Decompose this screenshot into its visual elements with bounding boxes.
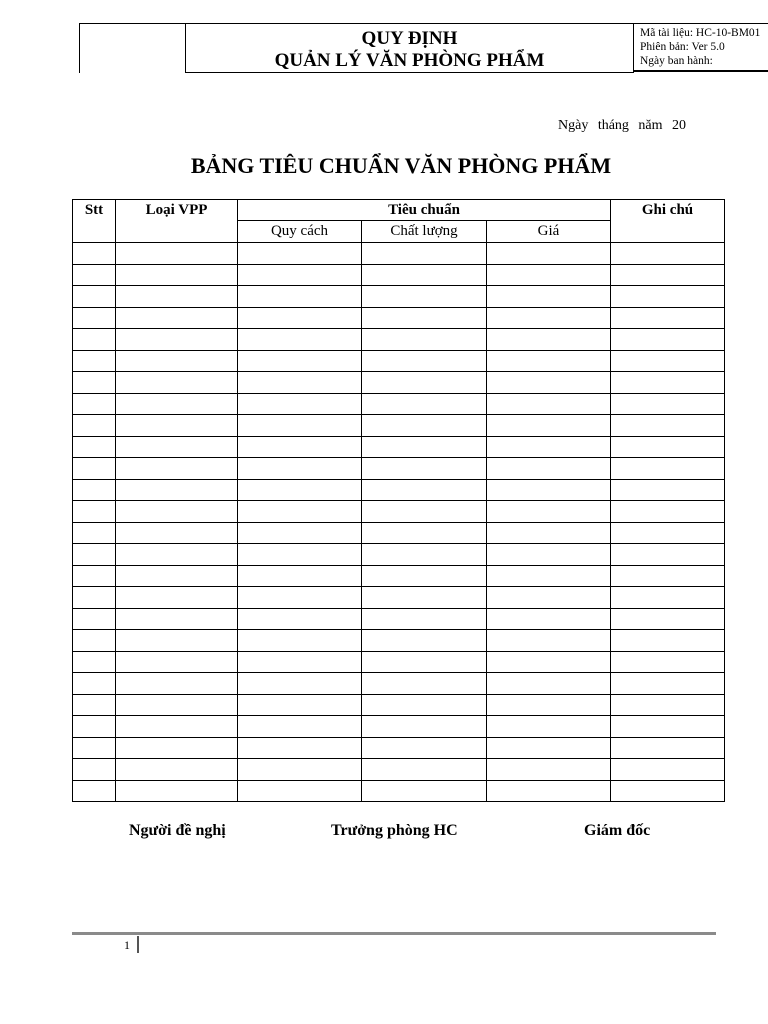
signer-hc-head: Trưởng phòng HC: [331, 822, 458, 839]
table-row: [73, 393, 725, 415]
table-cell: [73, 264, 116, 286]
table-cell: [487, 458, 611, 480]
table-row: [73, 716, 725, 738]
table-cell: [73, 243, 116, 265]
table-cell: [487, 759, 611, 781]
table-cell: [362, 393, 487, 415]
table-cell: [611, 587, 725, 609]
table-cell: [487, 673, 611, 695]
table-cell: [362, 329, 487, 351]
col-header-type: Loại VPP: [116, 200, 238, 243]
table-cell: [238, 479, 362, 501]
table-cell: [73, 286, 116, 308]
table-cell: [238, 716, 362, 738]
table-cell: [611, 264, 725, 286]
table-cell: [487, 501, 611, 523]
doc-code: Mã tài liệu: HC-10-BM01: [640, 27, 761, 39]
table-cell: [611, 393, 725, 415]
table-cell: [73, 522, 116, 544]
page-title: BẢNG TIÊU CHUẨN VĂN PHÒNG PHẨM: [190, 153, 612, 178]
header-title-cell: [185, 23, 634, 73]
table-cell: [238, 630, 362, 652]
table-cell: [238, 759, 362, 781]
table-cell: [116, 329, 238, 351]
table-cell: [487, 608, 611, 630]
table-cell: [611, 673, 725, 695]
table-cell: [362, 544, 487, 566]
table-row: [73, 415, 725, 437]
table-cell: [487, 479, 611, 501]
table-cell: [611, 350, 725, 372]
table-cell: [487, 651, 611, 673]
table-cell: [487, 694, 611, 716]
table-cell: [73, 350, 116, 372]
table-cell: [362, 436, 487, 458]
table-cell: [611, 630, 725, 652]
table-cell: [362, 307, 487, 329]
table-cell: [487, 415, 611, 437]
table-cell: [73, 329, 116, 351]
table-cell: [238, 264, 362, 286]
header-info-cell: [633, 23, 768, 72]
table-cell: [238, 501, 362, 523]
table-row: [73, 759, 725, 781]
table-cell: [73, 565, 116, 587]
col-header-stt: Stt: [73, 200, 116, 243]
table-cell: [238, 694, 362, 716]
table-row: [73, 780, 725, 802]
table-row: [73, 737, 725, 759]
doc-version: Phiên bản: Ver 5.0: [640, 41, 725, 53]
header-title-line1: QUY ĐỊNH: [361, 28, 458, 49]
table-cell: [116, 608, 238, 630]
page-number-bar: [137, 936, 139, 953]
table-row: [73, 286, 725, 308]
table-cell: [362, 350, 487, 372]
table-cell: [611, 372, 725, 394]
table-cell: [73, 759, 116, 781]
table-cell: [116, 264, 238, 286]
table-cell: [73, 307, 116, 329]
table-row: [73, 608, 725, 630]
table-cell: [238, 565, 362, 587]
table-cell: [116, 458, 238, 480]
table-cell: [362, 479, 487, 501]
signer-director: Giám đốc: [584, 822, 651, 839]
table-cell: [73, 608, 116, 630]
table-cell: [362, 759, 487, 781]
table-cell: [362, 780, 487, 802]
table-cell: [362, 415, 487, 437]
table-cell: [116, 737, 238, 759]
table-row: [73, 458, 725, 480]
table-cell: [238, 329, 362, 351]
table-cell: [611, 501, 725, 523]
table-cell: [73, 544, 116, 566]
table-cell: [487, 436, 611, 458]
table-cell: [73, 501, 116, 523]
col-header-note: Ghi chú: [611, 200, 725, 243]
table-cell: [238, 737, 362, 759]
standards-table: [72, 199, 725, 802]
table-cell: [487, 587, 611, 609]
table-cell: [611, 479, 725, 501]
table-cell: [611, 415, 725, 437]
table-cell: [116, 415, 238, 437]
table-cell: [238, 651, 362, 673]
table-cell: [73, 587, 116, 609]
table-cell: [73, 393, 116, 415]
table-row: [73, 630, 725, 652]
table-row: [73, 501, 725, 523]
table-cell: [611, 436, 725, 458]
table-cell: [362, 651, 487, 673]
table-cell: [238, 544, 362, 566]
table-cell: [116, 522, 238, 544]
table-cell: [611, 759, 725, 781]
table-cell: [238, 307, 362, 329]
subheader-price: Giá: [487, 221, 611, 243]
table-cell: [116, 587, 238, 609]
table-row: [73, 264, 725, 286]
table-row: [73, 673, 725, 695]
table-cell: [487, 393, 611, 415]
table-cell: [238, 286, 362, 308]
date-line: Ngày tháng năm 20: [558, 118, 687, 133]
subheader-quality: Chất lượng: [362, 221, 487, 243]
signer-proposer: Người đề nghị: [129, 822, 226, 839]
table-cell: [487, 286, 611, 308]
table-cell: [116, 286, 238, 308]
table-cell: [487, 243, 611, 265]
table-row: [73, 350, 725, 372]
table-cell: [362, 243, 487, 265]
table-cell: [73, 630, 116, 652]
table-cell: [611, 651, 725, 673]
col-header-standard: Tiêu chuẩn: [238, 200, 611, 221]
table-cell: [611, 522, 725, 544]
table-cell: [611, 329, 725, 351]
table-row: [73, 243, 725, 265]
table-cell: [487, 264, 611, 286]
table-row: [73, 522, 725, 544]
table-cell: [238, 350, 362, 372]
table-cell: [487, 630, 611, 652]
table-cell: [362, 716, 487, 738]
table-cell: [238, 436, 362, 458]
table-cell: [238, 608, 362, 630]
table-cell: [487, 716, 611, 738]
table-row: [73, 479, 725, 501]
table-cell: [611, 716, 725, 738]
logo-cell: [79, 23, 186, 73]
table-cell: [73, 458, 116, 480]
table-cell: [116, 436, 238, 458]
table-cell: [238, 780, 362, 802]
table-cell: [73, 716, 116, 738]
table-cell: [238, 415, 362, 437]
table-cell: [487, 780, 611, 802]
table-cell: [73, 436, 116, 458]
table-cell: [362, 587, 487, 609]
table-cell: [116, 544, 238, 566]
table-cell: [116, 630, 238, 652]
table-cell: [116, 393, 238, 415]
table-cell: [362, 372, 487, 394]
table-cell: [362, 286, 487, 308]
table-cell: [487, 522, 611, 544]
table-cell: [116, 307, 238, 329]
table-cell: [238, 372, 362, 394]
table-cell: [73, 415, 116, 437]
table-cell: [73, 479, 116, 501]
table-cell: [116, 694, 238, 716]
page-number: 1: [124, 938, 130, 952]
table-cell: [611, 737, 725, 759]
table-cell: [116, 651, 238, 673]
table-cell: [487, 544, 611, 566]
table-cell: [611, 608, 725, 630]
table-cell: [487, 307, 611, 329]
table-cell: [116, 372, 238, 394]
table-cell: [73, 651, 116, 673]
table-row: [73, 587, 725, 609]
table-cell: [487, 350, 611, 372]
table-row: [73, 651, 725, 673]
table-cell: [238, 458, 362, 480]
table-cell: [362, 737, 487, 759]
table-cell: [116, 243, 238, 265]
table-cell: [611, 694, 725, 716]
table-cell: [116, 759, 238, 781]
table-row: [73, 307, 725, 329]
table-cell: [362, 264, 487, 286]
table-cell: [611, 286, 725, 308]
table-cell: [611, 243, 725, 265]
subheader-spec: Quy cách: [238, 221, 362, 243]
table-cell: [487, 329, 611, 351]
table-cell: [73, 673, 116, 695]
table-cell: [238, 587, 362, 609]
table-cell: [73, 694, 116, 716]
table-cell: [73, 372, 116, 394]
table-cell: [238, 522, 362, 544]
table-cell: [116, 501, 238, 523]
table-row: [73, 436, 725, 458]
document-header: [79, 23, 761, 73]
table-cell: [362, 694, 487, 716]
table-cell: [611, 307, 725, 329]
table-cell: [116, 479, 238, 501]
table-cell: [487, 737, 611, 759]
table-cell: [487, 372, 611, 394]
table-row: [73, 565, 725, 587]
table-cell: [116, 716, 238, 738]
doc-issue-date: Ngày ban hành:: [640, 55, 713, 67]
table-cell: [362, 608, 487, 630]
table-cell: [362, 630, 487, 652]
table-cell: [238, 243, 362, 265]
table-cell: [362, 458, 487, 480]
table-cell: [362, 501, 487, 523]
table-body: [73, 243, 725, 802]
table-cell: [611, 780, 725, 802]
table-cell: [611, 565, 725, 587]
table-cell: [73, 780, 116, 802]
table-row: [73, 329, 725, 351]
table-cell: [611, 544, 725, 566]
table-cell: [238, 673, 362, 695]
table-cell: [116, 673, 238, 695]
table-cell: [611, 458, 725, 480]
table-cell: [362, 673, 487, 695]
footer-divider: [72, 932, 716, 935]
table-cell: [362, 565, 487, 587]
header-title-line2: QUẢN LÝ VĂN PHÒNG PHẨM: [274, 50, 545, 71]
table-cell: [116, 350, 238, 372]
table-cell: [487, 565, 611, 587]
table-row: [73, 544, 725, 566]
table-cell: [116, 565, 238, 587]
table-cell: [238, 393, 362, 415]
table-row: [73, 694, 725, 716]
table-cell: [362, 522, 487, 544]
table-cell: [116, 780, 238, 802]
table-cell: [73, 737, 116, 759]
table-row: [73, 372, 725, 394]
